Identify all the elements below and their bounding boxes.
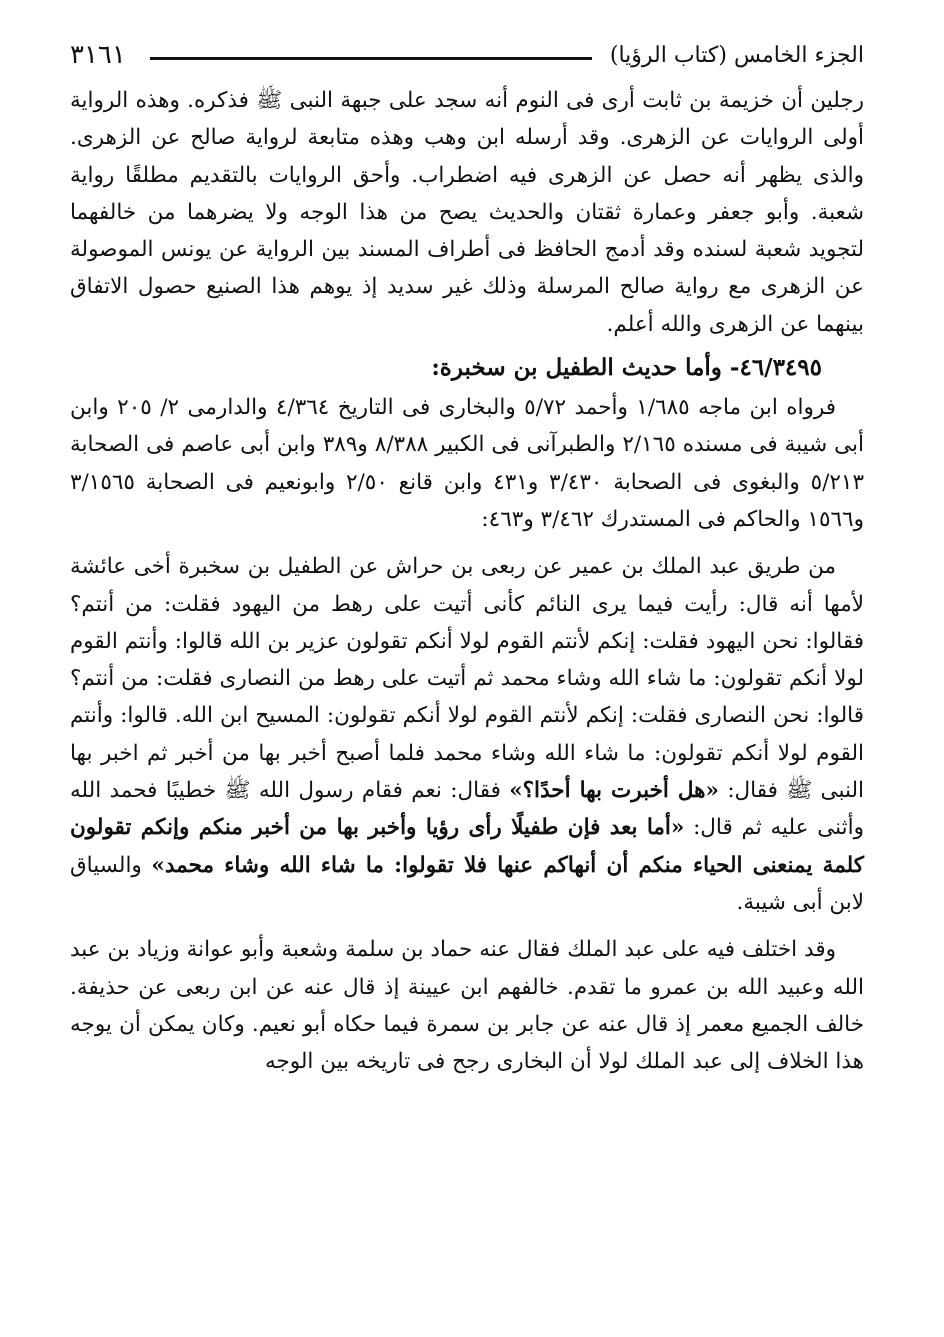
- paragraph-3-text-2: فقال: نعم فقام رسول الله ﷺ خطيبًا فحمد الله وأثنى عليه ثم قال:: [70, 778, 864, 841]
- header-title: الجزء الخامس (كتاب الرؤيا): [609, 42, 864, 68]
- paragraph-gap: [70, 921, 864, 931]
- paragraph-4: وقد اختلف فيه على عبد الملك فقال عنه حماد بن سلمة وشعبة وأبو عوانة وزياد بن عبد الله وعبيد الله بن عمرو ما تقدم. خالفهم ابن عيينة إذ قال عنه عن ابن ربعى عن حذيفة. خالف الجميع معمر إذ قال عنه عن جابر بن سمرة فيما حكاه أبو نعيم. وكان يمكن أن يوجه هذا الخلاف إلى عبد الملك لولا أن البخارى رجح فى تاريخه بين الوجه: [70, 937, 864, 1075]
- section-heading: ٤٦/٣٤٩٥- وأما حديث الطفيل بن سخبرة:: [431, 354, 822, 382]
- hadith-quote-1: «هل أخبرت بها أحدًا؟»: [509, 778, 719, 804]
- page-body: [70, 82, 864, 1080]
- paragraph-gap: [70, 538, 864, 548]
- page-number: ٣١٦١: [70, 40, 126, 70]
- paragraph-3-text-1: من طريق عبد الملك بن عمير عن ربعى بن حراش عن الطفيل بن سخبرة أخى عائشة لأمها أنه قال: رأيت فيما يرى النائم كأنى أتيت على رهط من اليهود فقلت: من أنتم؟ فقالوا: نحن اليهود فقلت: إنكم لأنتم القوم لولا أنكم تقولون عزير بن الله قالوا: وأنتم القوم لولا أنكم تقولون: ما شاء الله وشاء محمد ثم أتيت على رهط من النصارى فقلت: من أنتم؟ قالوا: نحن النصارى فقلت: إنكم لأنتم القوم لولا أنكم تقولون: المسيح ابن الله. قالوا: وأنتم القوم لولا أنكم تقولون: ما شاء الله وشاء محمد فلما أصبح أخبر بها من أخبر ثم اخبر بها النبى ﷺ فقال:: [70, 554, 864, 804]
- document-page: [70, 30, 864, 1320]
- paragraph-1: رجلين أن خزيمة بن ثابت أرى فى النوم أنه سجد على جبهة النبى ﷺ فذكره. وهذه الرواية أولى الروايات عن الزهرى. وقد أرسله ابن وهب وهذه متابعة لرواية صالح عن الزهرى. والذى يظهر أنه حصل عن الزهرى فيه اضطراب. وأحق الروايات بالتقديم مطلقًا رواية شعبة. وأبو جعفر وعمارة ثقتان والحديث يصح من هذا الوجه ولا يضرهما من خالفهما لتجويد شعبة لسنده وقد أدمج الحافظ فى أطراف المسند بين الرواية عن يونس الموصولة عن الزهرى مع رواية صالح المرسلة وذلك غير سديد إذ يوهم هذا الصنيع حصول الاتفاق بينهما عن الزهرى والله أعلم.: [70, 88, 864, 337]
- header-divider: [150, 57, 592, 60]
- page-header: [70, 30, 864, 80]
- paragraph-3-text-3: والسياق لابن أبى شيبة.: [70, 852, 864, 915]
- paragraph-2: فرواه ابن ماجه ١/٦٨٥ وأحمد ٥/٧٢ والبخارى فى التاريخ ٤/٣٦٤ والدارمى ٢/ ٢٠٥ وابن أبى شيبة فى مسنده ٢/١٦٥ والطبرآنى فى الكبير ٨/٣٨٨ و٣٨٩ وابن أبى عاصم فى الصحابة ٥/٢١٣ والبغوى فى الصحابة ٣/٤٣٠ و٤٣١ وابن قانع ٢/٥٠ وابونعيم فى الصحابة ٣/١٥٦٥ و١٥٦٦ والحاكم فى المستدرك ٣/٤٦٢ و٤٦٣:: [70, 395, 865, 532]
- hadith-quote-2: «أما بعد فإن طفيلًا رأى رؤيا وأخبر بها من أخبر منكم وإنكم تقولون كلمة يمنعنى الحياء منكم أن أنهاكم عنها فلا تقولوا: ما شاء الله وشاء محمد»: [70, 815, 864, 878]
- paragraph-3: [70, 548, 864, 921]
